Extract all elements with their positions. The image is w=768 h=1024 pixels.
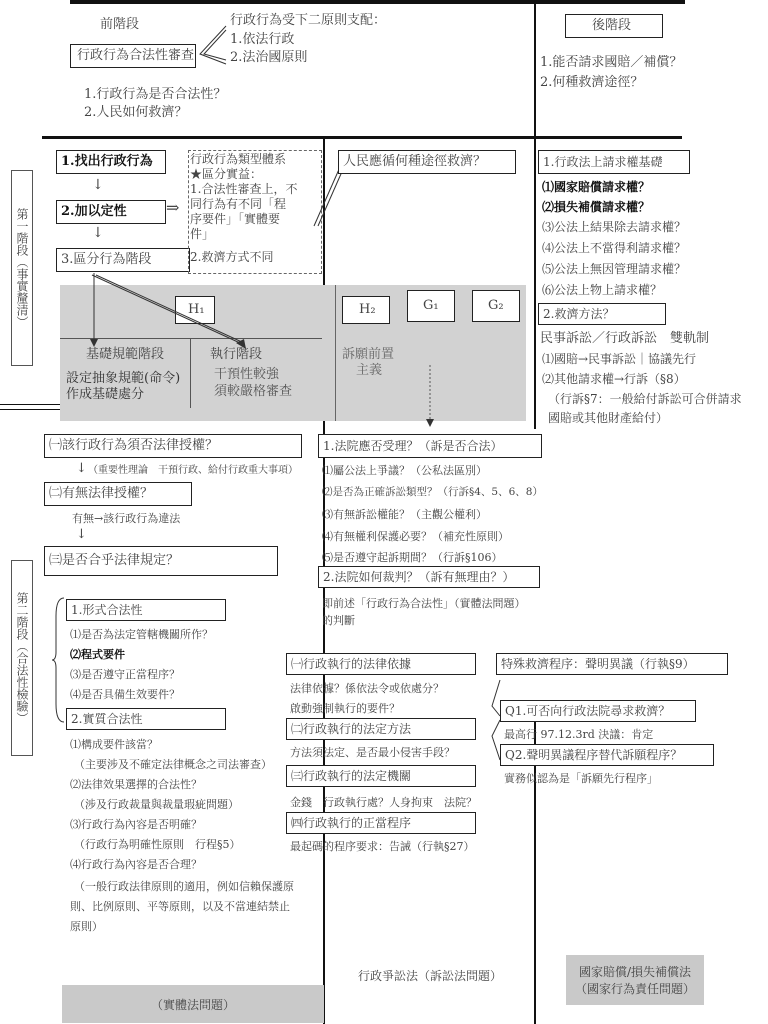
exec-basis-note-2: 啟動強制執行的要件？: [290, 702, 400, 715]
formal-item-0: ⑴是否為法定管轄機關所作？: [70, 628, 213, 641]
formal-item-1: ⑵程式要件: [70, 648, 125, 661]
formal-item-2: ⑶是否遵守正當程序？: [70, 668, 180, 681]
type-line-3: 同行為有不同「程: [190, 197, 287, 211]
post-stage-box: [565, 14, 663, 38]
substantive-item-0: ⑴構成要件該當？: [70, 738, 158, 751]
basic-stage-desc-2: 作成基礎處分: [66, 387, 145, 402]
basic-stage-desc-1: 設定抽象規範(命令): [66, 371, 181, 386]
post-stage-title: 後階段: [592, 18, 632, 33]
substantive-title: 2.實質合法性: [71, 712, 143, 726]
method-line-0: 民事訴訟／行政訴訟 雙軌制: [540, 331, 710, 346]
method-line-1: ⑴國賠→民事訴訟｜協議先行: [542, 352, 697, 366]
exec-method-question: ㈡行政執行的法定方法: [291, 722, 412, 736]
exec-basis-note-1: 法律依據？係依法令或依處分？: [290, 682, 444, 695]
exec-basis-question: ㈠行政執行的法律依據: [291, 657, 412, 671]
has-auth-box: [44, 482, 192, 506]
exec-organ-box: [286, 765, 476, 787]
substantive-item-1: （主要涉及不確定法律概念之司法審查）: [74, 758, 272, 771]
stage2-side-label: 第二階段（合法性檢驗）: [11, 560, 33, 756]
claim-item-2: ⑶公法上結果除去請求權？: [542, 220, 687, 234]
g2-label: G₂: [488, 298, 504, 313]
h1-label: H₁: [188, 302, 205, 317]
relief-method-box: [538, 303, 666, 325]
method-line-4: 國賠或其他財產給付）: [548, 411, 669, 425]
footer-state-liability: [566, 955, 704, 1005]
auth-question: ㈠該行政行為須否法律授權？: [49, 438, 219, 453]
special-q2-note: 實務似認為是「訴願先行程序」: [504, 772, 658, 785]
special-title: 特殊救濟程序：聲明異議（行執§9）: [501, 657, 695, 671]
pre-stage-review-label: 行政行為合法性審查: [77, 48, 195, 63]
admit-item-1: ⑵是否為正確訴訟類型？（行訴§4、5、6、8）: [322, 486, 543, 498]
principle-2: 2.法治國原則: [230, 50, 308, 65]
exec-process-box: [286, 812, 476, 834]
type-line-6: 2.救濟方式不同: [190, 250, 274, 264]
pre-question-2: 2.人民如何救濟？: [84, 105, 188, 120]
type-line-4: 序要件」「實體要: [190, 212, 281, 226]
band-arrows: [60, 252, 530, 435]
exec-basis-box: [286, 653, 476, 675]
arrow-down-1: ↓: [92, 177, 104, 193]
stage1-side-label: 第一階段（事實釐清）: [11, 170, 33, 366]
substantive-item-8: 則、比例原則、平等原則，以及不當連結禁止: [70, 900, 290, 913]
substantive-item-9: 原則）: [70, 920, 103, 933]
type-line-2: 1.合法性審查上，不: [190, 182, 298, 196]
pre-question-1: 1.行政行為是否合法性？: [84, 87, 227, 102]
method-line-3: （行訴§7：一般給付訴訟可合併請求: [548, 392, 742, 406]
relief-method-title: 2.救濟方法？: [543, 307, 615, 321]
g1-label: G₁: [423, 298, 439, 313]
special-title-box: [496, 653, 728, 675]
step2-label: 2.加以定性: [61, 204, 127, 219]
substantive-item-3: （涉及行政裁量與裁量瑕疵問題）: [74, 798, 239, 811]
special-q1-box: [500, 700, 696, 722]
formal-item-3: ⑷是否具備生效要件？: [70, 688, 180, 701]
right-column-line: [534, 139, 536, 429]
exec-stage-desc-2: 須較嚴格審查: [214, 384, 293, 399]
exec-stage-label: 執行階段: [210, 347, 263, 362]
formal-title-box: [66, 599, 226, 621]
relief-question-box: [338, 150, 516, 174]
principle-1: 1.依法行政: [230, 32, 295, 47]
top-rule: [70, 0, 685, 4]
exec-stage-desc-1: 干預性較強: [214, 367, 280, 382]
admit-question-box: [318, 434, 542, 458]
auth-note: （重要性理論 干預行政、給付行政重大事項）: [88, 465, 298, 476]
admit-item-0: ⑴屬公法上爭議？（公私法區別）: [322, 464, 487, 477]
footer-right-label-1: 國家賠償/損失補償法: [578, 965, 692, 979]
comply-question: ㈢是否合乎法律規定？: [49, 553, 180, 568]
claims-title-box: [538, 150, 690, 174]
basic-stage-label: 基礎規範階段: [86, 347, 165, 362]
special-q1-note: 最高行 97.12.3rd 決議：肯定: [504, 728, 654, 741]
step1-label: 1.找出行政行為: [61, 154, 153, 169]
substantive-item-6: ⑷行政行為內容是否合理？: [70, 858, 202, 871]
footer-procedure-law: [326, 955, 534, 995]
pre-stage-review-box: [70, 44, 196, 68]
pre-stage-title: 前階段: [100, 17, 140, 32]
substantive-item-2: ⑵法律效果選擇的合法性？: [70, 778, 202, 791]
arrow-down-3: ↓: [76, 461, 87, 476]
type-line-0: 行政行為類型體系: [190, 152, 287, 166]
claim-item-3: ⑷公法上不當得利請求權？: [542, 241, 687, 255]
claim-item-5: ⑹公法上物上請求權？: [542, 283, 663, 297]
section-rule: [42, 136, 682, 139]
arrow-to-types: ⇒: [166, 198, 180, 217]
comply-box: [44, 546, 278, 576]
judge-question: 2.法院如何裁判？（訴有無理由？）: [323, 570, 515, 584]
h2-label: H₂: [359, 302, 376, 317]
step1-box: [56, 150, 166, 174]
special-q2: Q2.聲明異議程序替代訴願程序？: [505, 748, 683, 762]
principles-heading: 行政行為受下二原則支配：: [230, 13, 387, 28]
claim-item-0: ⑴國家賠償請求權？: [542, 180, 651, 194]
pre-litigation-1: 訴願前置: [342, 347, 395, 362]
footer-right-label-2: （國家行為責任問題）: [574, 982, 695, 996]
substantive-item-7: （一般行政法律原則的適用，例如信賴保護原: [74, 880, 294, 893]
stage2-brace: [52, 596, 66, 724]
admit-item-4: ⑸是否遵守起訴期間？（行訴§106）: [322, 551, 503, 564]
substantive-title-box: [66, 708, 226, 730]
substantive-item-5: （行政行為明確性原則 行程§5）: [74, 838, 241, 851]
type-line-1: ★區分實益：: [190, 167, 263, 181]
method-line-2: ⑵其他請求權→行訴（§8）: [542, 372, 686, 386]
substantive-item-4: ⑶行政行為內容是否明確？: [70, 818, 202, 831]
claims-title: 1.行政法上請求權基礎: [543, 155, 663, 169]
step2-box: [56, 200, 166, 224]
judge-question-box: [318, 566, 540, 588]
exec-method-note: 方法須法定、是否最小侵害手段？: [290, 746, 455, 759]
has-auth-question: ㈡有無法律授權？: [49, 486, 154, 501]
top-right-divider: [534, 0, 536, 140]
claim-item-1: ⑵損失補償請求權？: [542, 200, 651, 214]
exec-method-box: [286, 718, 476, 740]
footer-left-label: （實體法問題）: [150, 997, 235, 1012]
judge-note-2: 的判斷: [322, 614, 355, 627]
footer-middle-label: 行政爭訟法（訴訟法問題）: [357, 968, 502, 983]
pre-stage-box: [70, 12, 196, 70]
pre-litigation-2: 主義: [356, 363, 383, 378]
post-question-2: 2.何種救濟途徑？: [540, 75, 644, 90]
arrow-down-2: ↓: [92, 225, 104, 241]
type-line-5: 件」: [190, 227, 215, 241]
exec-organ-note: 金錢 行政執行處？人身拘束 法院？: [290, 796, 477, 809]
formal-title: 1.形式合法性: [71, 603, 143, 617]
admit-question: 1.法院應否受理？（訴是否合法）: [323, 439, 503, 453]
auth-question-box: [44, 434, 302, 458]
arrow-down-4: ↓: [76, 527, 87, 542]
admit-item-3: ⑷有無權利保護必要？（補充性原則）: [322, 530, 509, 543]
exec-process-note: 最起碼的程序要求：告誡（行執§27）: [290, 840, 475, 853]
judge-note-1: 即前述「行政行為合法性」（實體法問題）: [322, 597, 526, 610]
relief-question: 人民應循何種途徑救濟？: [343, 154, 487, 169]
exec-organ-question: ㈢行政執行的法定機關: [291, 769, 412, 783]
has-auth-note: 有無→該行政行為違法: [72, 512, 181, 525]
exec-process-question: ㈣行政執行的正當程序: [291, 816, 412, 830]
special-q1: Q1.可否向行政法院尋求救濟？: [505, 704, 671, 718]
step3-label: 3.區分行為階段: [61, 252, 152, 267]
admit-item-2: ⑶有無訴訟權能？（主觀公權利）: [322, 508, 487, 521]
principles-bracket: [196, 20, 230, 70]
footer-substantive-law: [62, 985, 324, 1023]
claim-item-4: ⑸公法上無因管理請求權？: [542, 262, 687, 276]
post-question-1: 1.能否請求國賠／補償？: [540, 55, 683, 70]
special-q2-box: [500, 744, 714, 766]
